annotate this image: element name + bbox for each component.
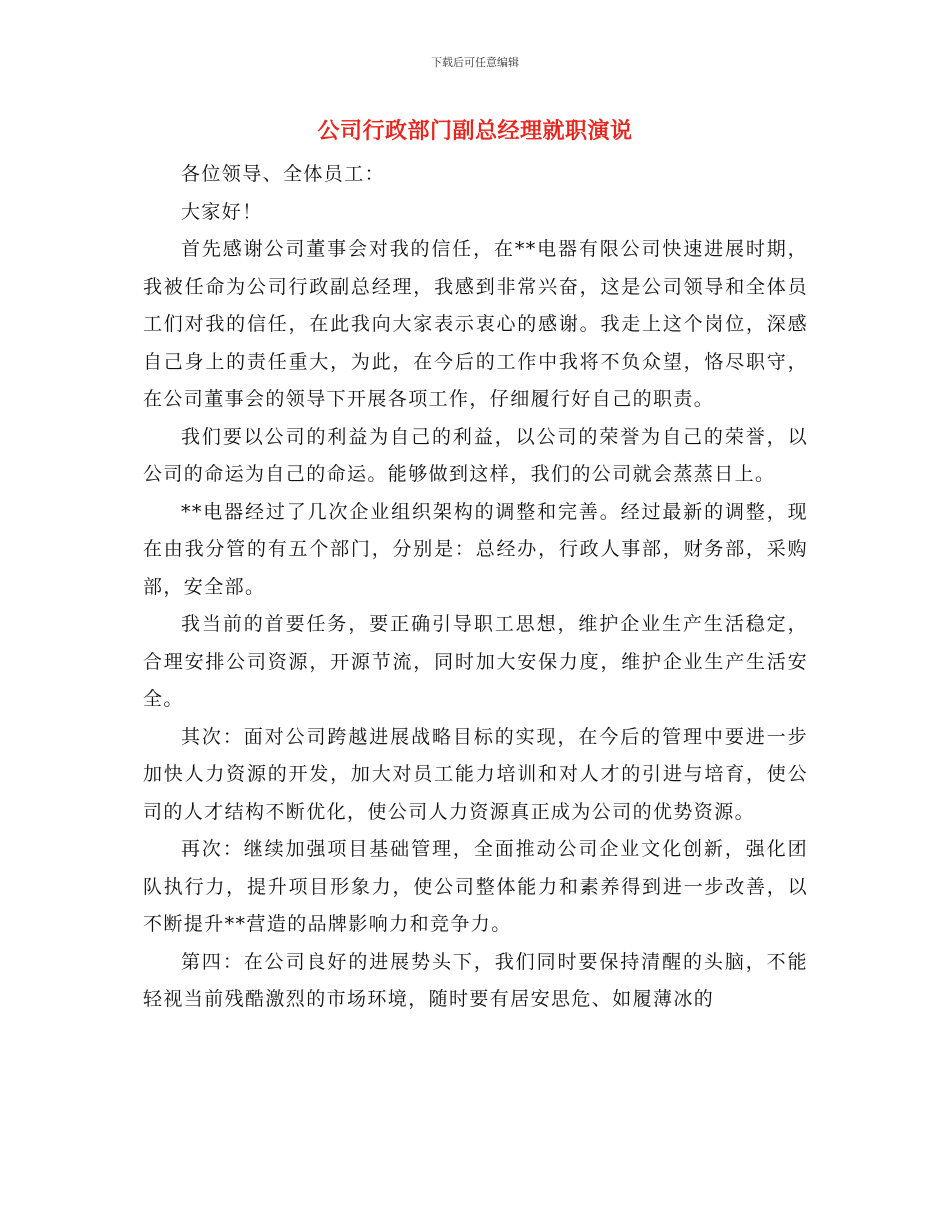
paragraph-5: 其次：面对公司跨越进展战略目标的实现，在今后的管理中要进一步加快人力资源的开发，加大对员工能力培训和对人才的引进与培育，使公司的人才结构不断优化，使公司人力资源真正成为公司的优势资源。 — [143, 725, 808, 823]
document-title: 公司行政部门副总经理就职演说 — [317, 119, 633, 144]
salutation: 各位领导、全体员工： — [181, 163, 386, 185]
greeting: 大家好！ — [181, 200, 263, 223]
paragraph-2: 我们要以公司的利益为自己的利益，以公司的荣誉为自己的荣誉，以公司的命运为自己的命运。能够做到这样，我们的公司就会蒸蒸日上。 — [143, 425, 808, 485]
paragraph-1: 首先感谢公司董事会对我的信任，在**电器有限公司快速进展时期，我被任命为公司行政副总经理，我感到非常兴奋，这是公司领导和全体员工们对我的信任，在此我向大家表示衷心的感谢。我走上这个岗位，深感自己身上的责任重大，为此，在今后的工作中我将不负众望，恪尽职守，在公司董事会的领导下开展各项工作，仔细履行好自己的职责。 — [143, 238, 808, 410]
paragraph-3: **电器经过了几次企业组织架构的调整和完善。经过最新的调整，现在由我分管的有五个部门，分别是：总经办，行政人事部，财务部，采购部，安全部。 — [143, 500, 808, 598]
paragraph-6: 再次：继续加强项目基础管理，全面推动公司企业文化创新，强化团队执行力，提升项目形象力，使公司整体能力和素养得到进一步改善，以不断提升**营造的品牌影响力和竞争力。 — [143, 838, 808, 935]
paragraph-7: 第四：在公司良好的进展势头下，我们同时要保持清醒的头脑，不能轻视当前残酷激烈的市场环境，随时要有居安思危、如履薄冰的 — [143, 950, 808, 1010]
header-note: 下载后可任意编辑 — [431, 56, 519, 69]
paragraph-4: 我当前的首要任务，要正确引导职工思想，维护企业生产生活稳定，合理安排公司资源，开源节流，同时加大安保力度，维护企业生产生活安全。 — [143, 613, 808, 710]
document-body — [143, 156, 808, 1019]
